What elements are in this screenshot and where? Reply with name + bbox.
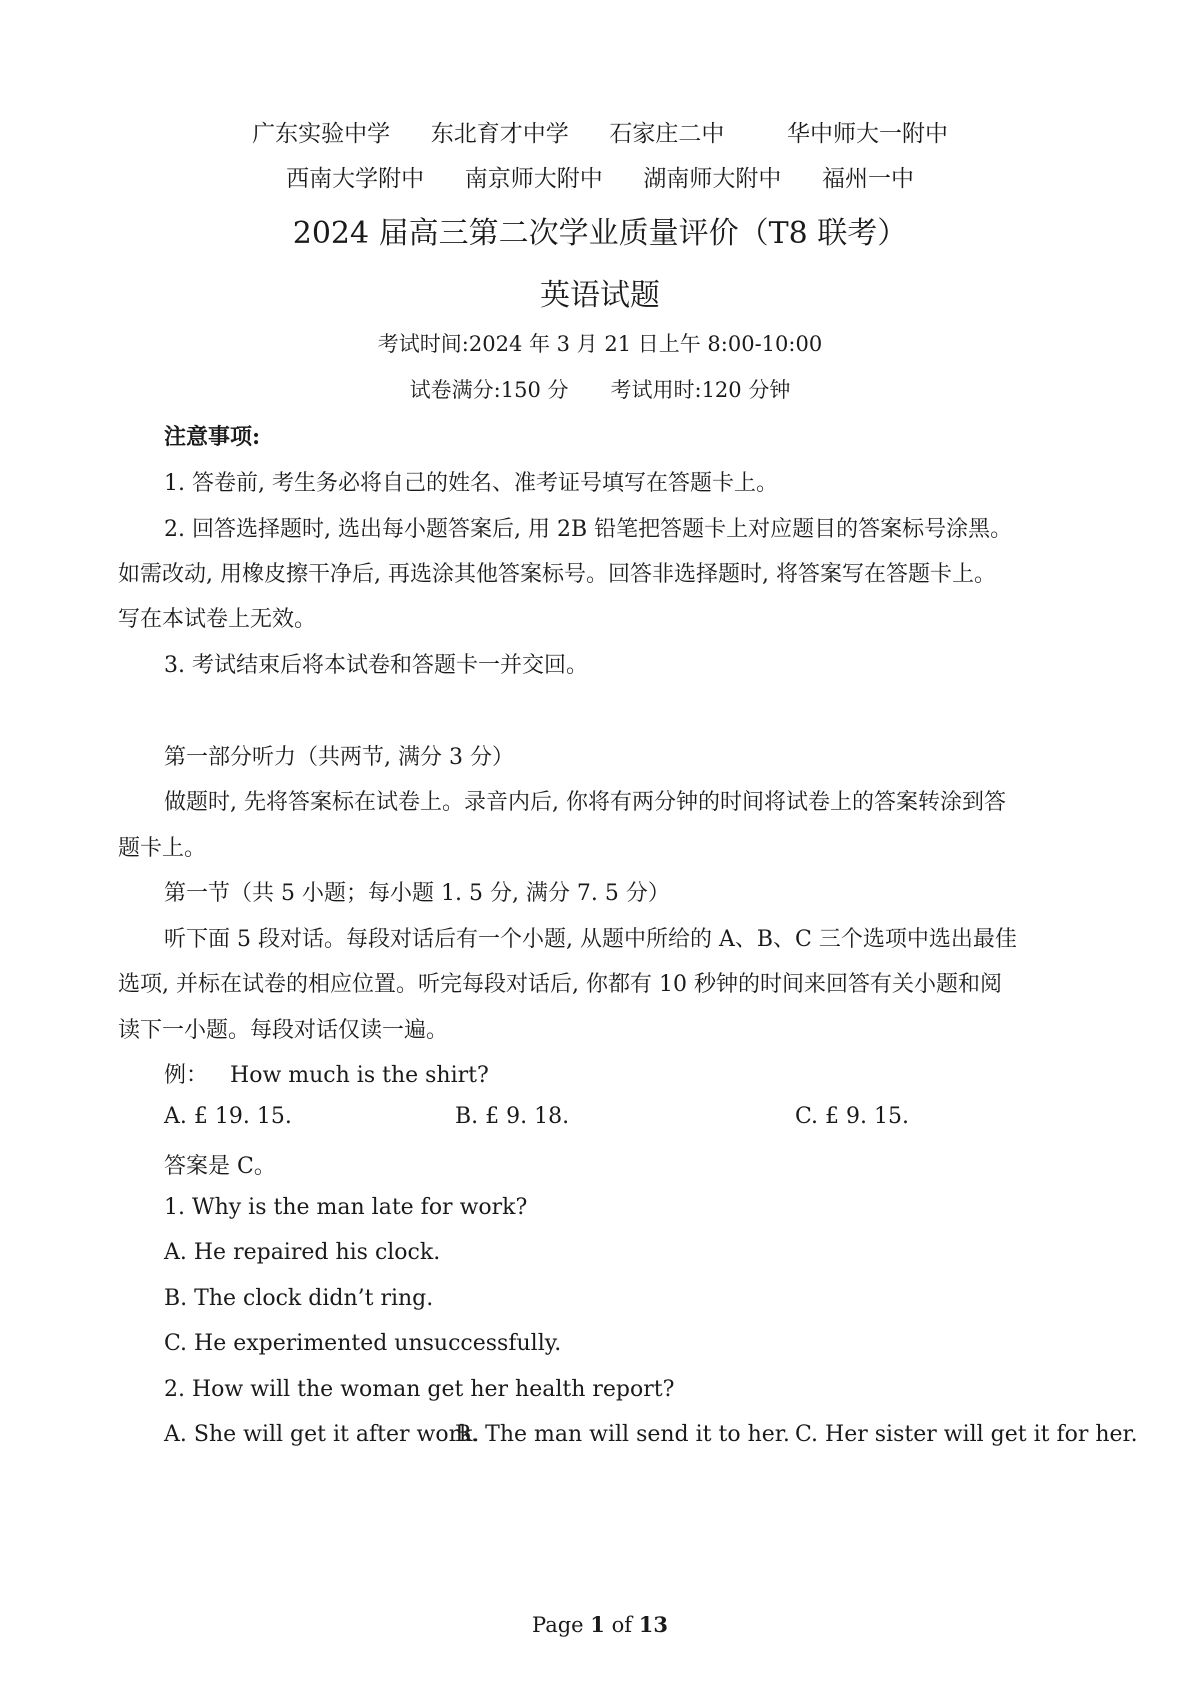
example-label: 例： (164, 1063, 209, 1088)
school-name: 华中师大一附中 (786, 121, 948, 147)
q2-option-b: B. The man will send it to her. (455, 1422, 790, 1447)
example-question (164, 1058, 489, 1089)
school-name: 石家庄二中 (609, 121, 725, 147)
section1-heading: 第一节（共 5 小题；每小题 1. 5 分, 满分 7. 5 分） (164, 881, 670, 906)
notice-item: 2. 回答选择题时, 选出每小题答案后, 用 2B 铅笔把答题卡上对应题目的答案标号涂黑。 (164, 517, 1013, 542)
page-word: Page (532, 1613, 584, 1637)
example-option-b: B. £ 9. 18. (455, 1104, 570, 1129)
school-name: 西南大学附中 (286, 166, 425, 192)
part1-instructions: 做题时, 先将答案标在试卷上。录音内后, 你将有两分钟的时间将试卷上的答案转涂到答 (164, 790, 1006, 815)
school-name: 南京师大附中 (464, 166, 603, 192)
section1-instructions-continued: 读下一小题。每段对话仅读一遍。 (118, 1018, 449, 1043)
page-total: 13 (638, 1612, 668, 1637)
school-name: 湖南师大附中 (643, 166, 782, 192)
part1-instructions-continued: 题卡上。 (118, 836, 207, 861)
school-name: 福州一中 (821, 166, 914, 192)
example-answer: 答案是 C。 (164, 1154, 276, 1179)
question-1: 1. Why is the man late for work? (164, 1195, 528, 1220)
notice-item-continued: 如需改动, 用橡皮擦干净后, 再选涂其他答案标号。回答非选择题时, 将答案写在答题卡上。 (118, 562, 996, 587)
question-2: 2. How will the woman get her health report? (164, 1377, 675, 1402)
example-option-a: A. £ 19. 15. (164, 1104, 292, 1129)
example-option-c: C. £ 9. 15. (795, 1104, 909, 1129)
schools-line-1 (0, 115, 1200, 148)
part1-heading: 第一部分听力（共两节, 满分 3 分） (164, 745, 514, 770)
notice-heading: 注意事项: (164, 424, 261, 450)
page-current: 1 (590, 1612, 605, 1637)
q2-option-c: C. Her sister will get it for her. (795, 1422, 1138, 1447)
q1-option-c: C. He experimented unsuccessfully. (164, 1331, 562, 1356)
section1-instructions-continued: 选项, 并标在试卷的相应位置。听完每段对话后, 你都有 10 秒钟的时间来回答有关小题和阅 (118, 972, 1002, 997)
school-name: 东北育才中学 (430, 121, 569, 147)
school-name: 广东实验中学 (252, 121, 391, 147)
section1-instructions: 听下面 5 段对话。每段对话后有一个小题, 从题中所给的 A、B、C 三个选项中选出最佳 (164, 927, 1017, 952)
subject-title: 英语试题 (540, 278, 660, 313)
of-word: of (611, 1613, 633, 1637)
notice-item: 3. 考试结束后将本试卷和答题卡一并交回。 (164, 653, 588, 678)
page-number (0, 1612, 1200, 1637)
exam-title: 2024 届高三第二次学业质量评价（T8 联考） (292, 216, 908, 251)
score-duration: 试卷满分:150 分 考试用时:120 分钟 (409, 378, 791, 402)
example-question-text: How much is the shirt? (230, 1063, 489, 1088)
schools-line-2 (0, 160, 1200, 193)
q1-option-a: A. He repaired his clock. (164, 1240, 441, 1265)
exam-time: 考试时间:2024 年 3 月 21 日上午 8:00-10:00 (377, 332, 823, 356)
q2-option-a: A. She will get it after work. (164, 1422, 480, 1447)
notice-item-continued: 写在本试卷上无效。 (118, 607, 317, 632)
q1-option-b: B. The clock didn’t ring. (164, 1286, 434, 1311)
notice-item: 1. 答卷前, 考生务必将自己的姓名、准考证号填写在答题卡上。 (164, 471, 778, 496)
